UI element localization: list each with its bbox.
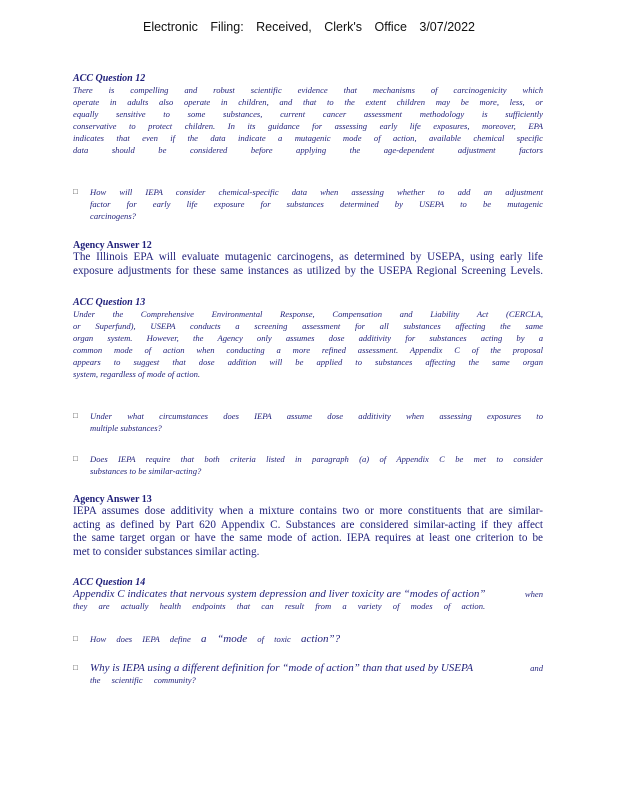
text-line: the scientific community?: [90, 675, 196, 685]
text-line: IEPA assumes dose additivity when a mixture contains two or more constituents that are similar-: [73, 505, 543, 517]
answer-heading: Agency Answer 13: [73, 494, 152, 505]
text-line: carcinogens?: [90, 211, 136, 221]
question-text: [73, 588, 543, 612]
question-13-bullet-1: [73, 410, 543, 434]
text-span: of toxic: [257, 634, 291, 644]
text-line: conservative to protect children. In its guidance for assessing early life exposures, moreover, EPA: [73, 121, 543, 131]
text-line: the same target organ or have the same mode of action. IEPA requires at least one criterion to be: [73, 532, 543, 544]
question-heading: ACC Question 12: [73, 73, 146, 84]
checkbox-icon: □: [73, 663, 78, 672]
text-span: action”?: [301, 633, 341, 645]
question-13: [73, 297, 543, 380]
question-12-bullet: [73, 186, 543, 222]
text-line: equally sensitive to some substances, current cancer assessment methodology is sufficiently: [73, 109, 543, 119]
checkbox-icon: □: [73, 187, 78, 196]
text-line: factor for early life exposure for substances determined by USEPA to be mutagenic: [90, 199, 543, 209]
text-line: How will IEPA consider chemical-specific data when assessing whether to add an adjustment: [90, 187, 543, 197]
text-line: Under the Comprehensive Environmental Response, Compensation and Liability Act (CERCLA,: [73, 309, 543, 319]
text-line: organ system. However, the Agency only assumes dose additivity for substances acting by a: [73, 333, 543, 343]
text-span: Appendix C indicates that nervous system depression and liver toxicity are “modes of action”: [73, 588, 486, 600]
text-line: Under what circumstances does IEPA assume dose additivity when assessing exposures to: [90, 411, 543, 421]
text-line: [90, 662, 543, 674]
text-line: There is compelling and robust scientific evidence that mechanisms of carcinogenicity which: [73, 85, 543, 95]
question-14-bullet-2: [73, 662, 543, 686]
page-header: Electronic Filing: Received, Clerk's Office 3/07/2022: [142, 20, 475, 34]
text-line: [73, 588, 543, 600]
text-line: indicates that even if the data indicate a mutagenic mode of action, available chemical specific: [73, 133, 543, 143]
checkbox-icon: □: [73, 411, 78, 420]
text-span: a “mode: [200, 633, 248, 645]
question-heading: ACC Question 13: [73, 297, 146, 308]
question-12: [73, 73, 543, 156]
answer-13: [73, 494, 543, 559]
text-line: substances to be similar-acting?: [90, 466, 202, 476]
text-line: common mode of action when conducting a more refined assessment. Appendix C of the proposal: [73, 345, 543, 355]
question-heading: ACC Question 14: [73, 577, 146, 588]
question-14: [73, 577, 543, 612]
answer-text: [73, 505, 543, 559]
text-line: exposure adjustments for these same instances as utilized by the USEPA Regional Screening Levels.: [73, 264, 543, 277]
question-text: [73, 84, 543, 156]
text-line: met to consider substances similar acting.: [73, 545, 260, 558]
question-text: [73, 308, 543, 380]
text-line: The Illinois EPA will evaluate mutagenic carcinogens, as determined by USEPA, using early life: [73, 251, 543, 263]
text-line: appears to suggest that dose addition will be applied to substances affecting the same organ: [73, 357, 543, 367]
text-line: data should be considered before applying the age-dependent adjustment factors: [73, 145, 543, 155]
text-span: and: [530, 663, 543, 673]
checkbox-icon: □: [73, 454, 78, 463]
question-14-bullet-1: [73, 633, 543, 645]
text-span: Why is IEPA using a different definition for “mode of action” than that used by USEPA: [90, 662, 474, 674]
answer-text: [73, 251, 543, 278]
checkbox-icon: □: [73, 634, 78, 643]
text-span: when: [524, 589, 543, 599]
text-line: Does IEPA require that both criteria listed in paragraph (a) of Appendix C be met to consider: [90, 454, 543, 464]
text-line: acting as defined by Part 620 Appendix C. Substances are considered similar-acting if they affect: [73, 518, 543, 531]
question-13-bullet-2: [73, 453, 543, 477]
answer-heading: Agency Answer 12: [73, 240, 152, 251]
text-line: system, regardless of mode of action.: [73, 369, 201, 379]
text-span: How does IEPA define: [90, 634, 191, 644]
text-line: operate in adults also operate in children, and that to the extent children may be more, less, or: [73, 97, 543, 107]
text-line: multiple substances?: [90, 423, 162, 433]
text-line: or Superfund), USEPA conducts a screening assessment for all substances affecting the same: [73, 321, 543, 331]
text-line: they are actually health endpoints that can result from a variety of modes of action.: [73, 601, 486, 611]
answer-12: [73, 240, 543, 278]
